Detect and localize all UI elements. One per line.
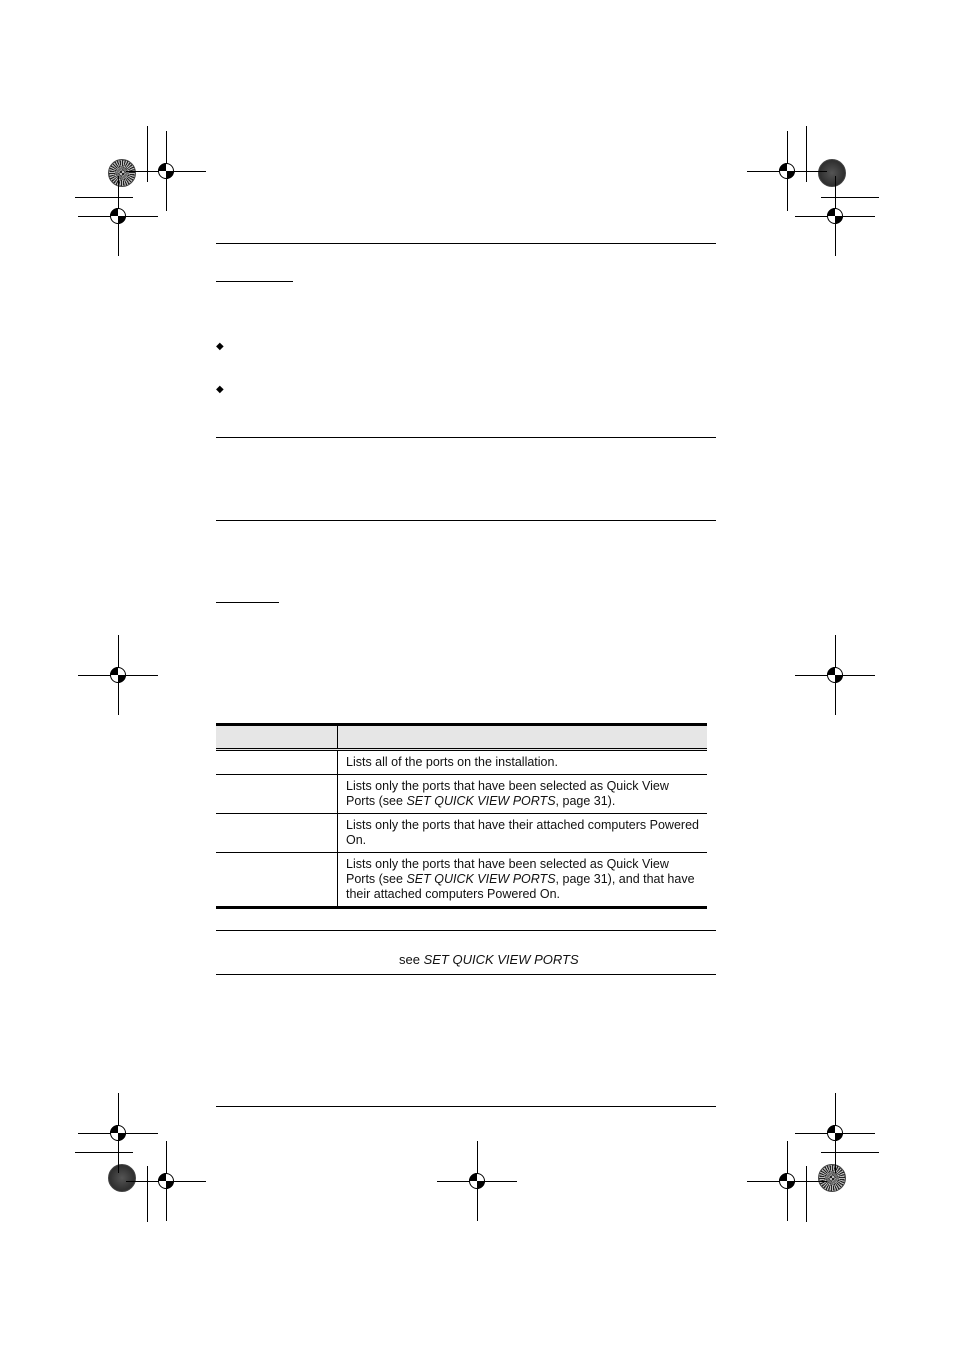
table-cell-choice	[216, 750, 338, 775]
note-text: see SET QUICK VIEW PORTS	[399, 952, 579, 967]
table-header-cell	[338, 725, 708, 750]
table-header-cell	[216, 725, 338, 750]
table-row	[216, 814, 707, 853]
bullet-marker: ◆	[216, 384, 224, 395]
crop-mark	[147, 1166, 148, 1222]
table-header-row	[216, 725, 707, 750]
table-cell-choice	[216, 775, 338, 814]
crop-mark	[806, 126, 807, 182]
heading-underline	[216, 602, 279, 603]
header-rule	[216, 243, 716, 244]
table-row	[216, 853, 707, 908]
table-cell-description: Lists only the ports that have been selected as Quick View Ports (see SET QUICK VIEW PORTS, page 31), and that have their attached computers Powered On.	[338, 853, 708, 908]
cross-reference-link[interactable]: SET QUICK VIEW PORTS	[406, 872, 556, 886]
heading-underline	[216, 281, 293, 282]
table-cell-description: Lists all of the ports on the installation.	[338, 750, 708, 775]
registration-target-icon	[108, 159, 136, 187]
registration-target-icon	[818, 159, 846, 187]
section-rule	[216, 520, 716, 521]
bullet-marker: ◆	[216, 341, 224, 352]
crop-mark	[75, 197, 133, 198]
table-cell-description: Lists only the ports that have their attached computers Powered On.	[338, 814, 708, 853]
registration-target-icon	[818, 1164, 846, 1192]
table-cell-description: Lists only the ports that have been selected as Quick View Ports (see SET QUICK VIEW PORTS, page 31).	[338, 775, 708, 814]
crop-mark	[147, 126, 148, 182]
cross-reference-link[interactable]: SET QUICK VIEW PORTS	[423, 952, 579, 967]
footer-rule	[216, 1106, 716, 1107]
table-row	[216, 775, 707, 814]
table-row	[216, 750, 707, 775]
crop-mark	[821, 197, 879, 198]
table-cell-choice	[216, 853, 338, 908]
list-options-table	[216, 723, 707, 909]
crop-mark	[806, 1166, 807, 1222]
cross-reference-link[interactable]: SET QUICK VIEW PORTS	[406, 794, 556, 808]
note-top-rule	[216, 930, 716, 931]
registration-target-icon	[108, 1164, 136, 1192]
note-bottom-rule	[216, 974, 716, 975]
crop-mark	[821, 1152, 879, 1153]
crop-mark	[75, 1152, 133, 1153]
section-rule	[216, 437, 716, 438]
table-cell-choice	[216, 814, 338, 853]
